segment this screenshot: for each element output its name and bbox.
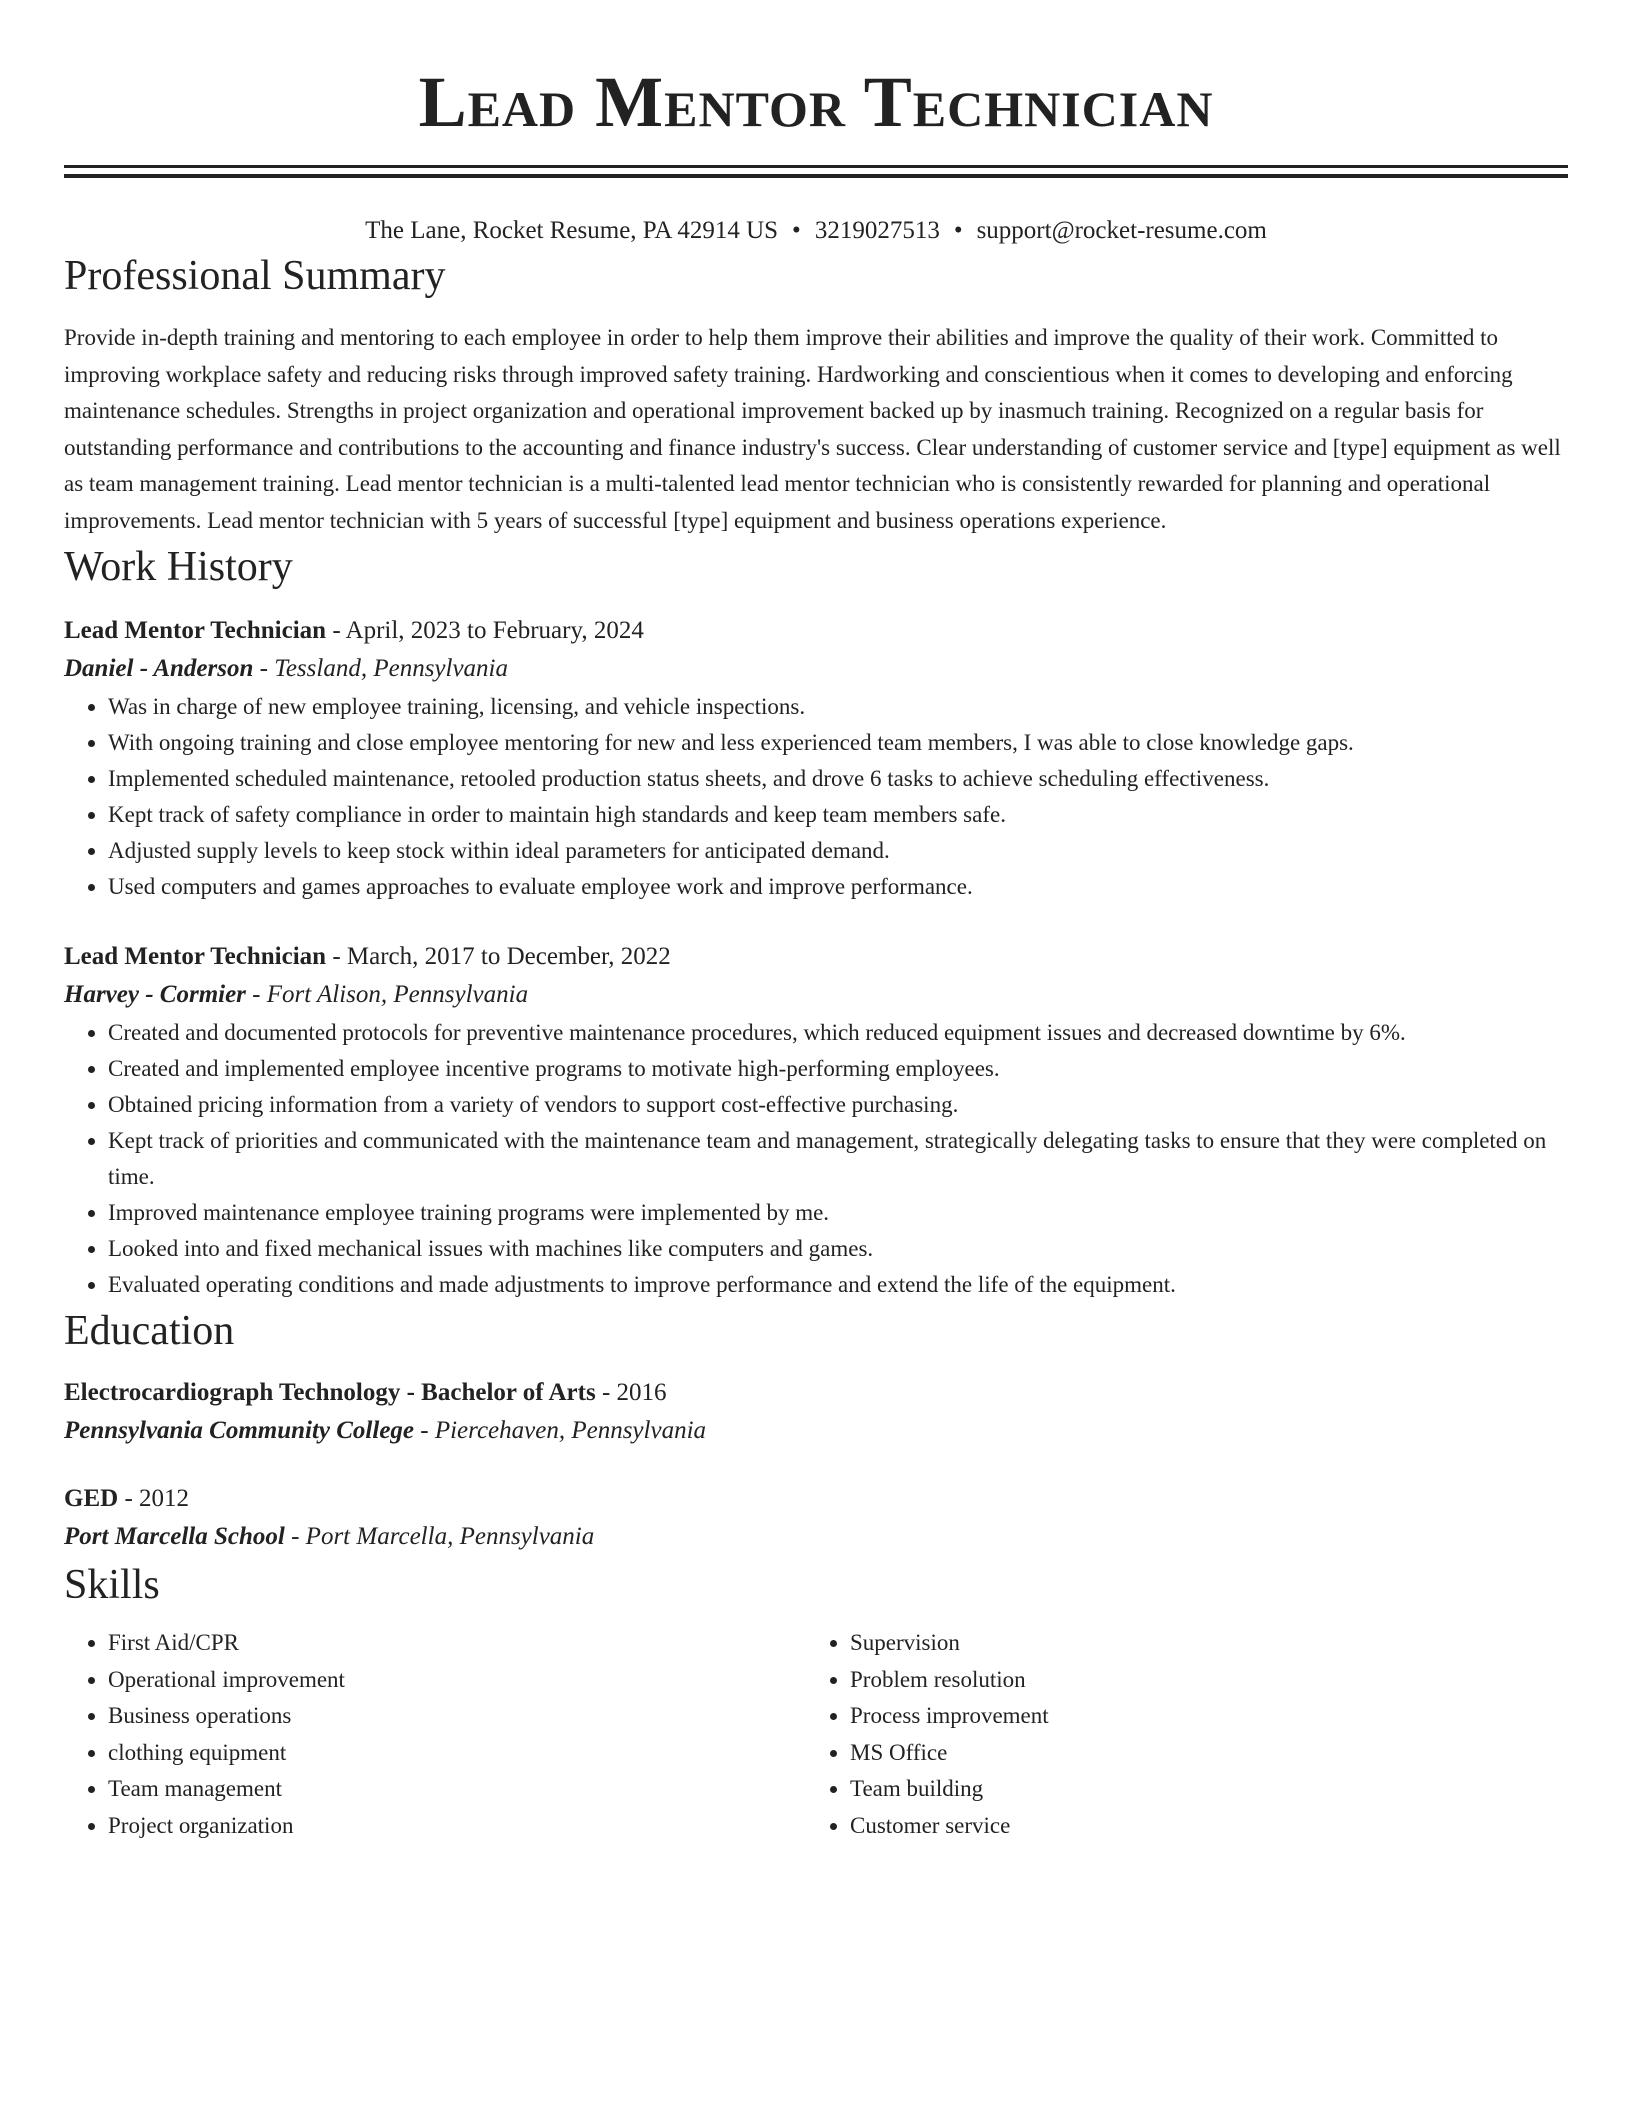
- list-item: • With ongoing training and close employee mentoring for new and less experienced team members, I was able to close knowledge gaps.: [108, 725, 1568, 761]
- job-duties-list: [64, 1015, 1568, 1303]
- skill-item: • Operational improvement: [108, 1662, 806, 1699]
- list-item: • Improved maintenance employee training programs were implemented by me.: [108, 1195, 1568, 1231]
- education-degree: Electrocardiograph Technology - Bachelor of Arts: [64, 1379, 596, 1406]
- job-employer-line: [64, 649, 1568, 689]
- skills-grid: [64, 1625, 1568, 1845]
- list-item: • Obtained pricing information from a variety of vendors to support cost-effective purchasing.: [108, 1087, 1568, 1123]
- education-heading: Education: [64, 1308, 235, 1354]
- skill-item: • Team building: [850, 1771, 1548, 1808]
- list-item: • Kept track of safety compliance in order to maintain high standards and keep team members safe.: [108, 797, 1568, 833]
- education-year: - 2012: [118, 1485, 190, 1512]
- job-title-line: [64, 939, 1568, 975]
- job-employer: Harvey - Cormier: [64, 981, 246, 1008]
- skill-item: • clothing equipment: [108, 1735, 806, 1772]
- job-entry: [64, 939, 1568, 1303]
- summary-heading: Professional Summary: [64, 253, 446, 299]
- skill-item: • Supervision: [850, 1625, 1548, 1662]
- header-rule-bottom: [64, 174, 1568, 178]
- job-dates: - March, 2017 to December, 2022: [326, 943, 671, 970]
- skill-item: • Team management: [108, 1771, 806, 1808]
- skill-item: • Business operations: [108, 1698, 806, 1735]
- list-item: • Used computers and games approaches to evaluate employee work and improve performance.: [108, 869, 1568, 905]
- work-history-heading: Work History: [64, 544, 293, 590]
- skill-item: • First Aid/CPR: [108, 1625, 806, 1662]
- contact-separator: •: [792, 217, 801, 244]
- job-dates: - April, 2023 to February, 2024: [326, 617, 644, 644]
- skills-list: [64, 1625, 806, 1845]
- contact-phone: 3219027513: [814, 217, 940, 244]
- job-employer-line: [64, 975, 1568, 1015]
- list-item: • Created and implemented employee incentive programs to motivate high-performing employees.: [108, 1051, 1568, 1087]
- education-entry: [64, 1375, 1568, 1451]
- skills-column-right: [806, 1625, 1548, 1845]
- list-item: • Created and documented protocols for preventive maintenance procedures, which reduced equipment issues and decreased downtime by 6%.: [108, 1015, 1568, 1051]
- skill-item: • MS Office: [850, 1735, 1548, 1772]
- education-degree-line: [64, 1375, 1568, 1411]
- job-location: - Fort Alison, Pennsylvania: [245, 981, 529, 1008]
- skills-list: [806, 1625, 1548, 1845]
- contact-email: support@rocket-resume.com: [976, 217, 1267, 244]
- list-item: • Kept track of priorities and communicated with the maintenance team and management, strategically delegating tasks to ensure that they were completed on time.: [108, 1123, 1568, 1195]
- header-rule-top: [64, 165, 1568, 168]
- list-item: • Evaluated operating conditions and made adjustments to improve performance and extend the life of the equipment.: [108, 1267, 1568, 1303]
- education-entry: [64, 1481, 1568, 1557]
- contact-address: The Lane, Rocket Resume, PA 42914 US: [365, 217, 779, 244]
- skill-item: • Project organization: [108, 1808, 806, 1845]
- job-position: Lead Mentor Technician: [64, 617, 327, 644]
- education-year: - 2016: [595, 1379, 667, 1406]
- job-duties-list: [64, 689, 1568, 905]
- job-entry: [64, 613, 1568, 905]
- skill-item: • Process improvement: [850, 1698, 1548, 1735]
- skill-item: • Problem resolution: [850, 1662, 1548, 1699]
- list-item: • Adjusted supply levels to keep stock within ideal parameters for anticipated demand.: [108, 833, 1568, 869]
- skill-item: • Customer service: [850, 1808, 1548, 1845]
- list-item: • Implemented scheduled maintenance, retooled production status sheets, and drove 6 tasks to achieve scheduling effectiveness.: [108, 761, 1568, 797]
- education-school: Port Marcella School: [64, 1523, 285, 1550]
- contact-line: [64, 214, 1568, 248]
- skills-column-left: [64, 1625, 806, 1845]
- education-location: - Port Marcella, Pennsylvania: [284, 1523, 595, 1550]
- candidate-name: Lead Mentor Technician: [418, 62, 1214, 142]
- education-school-line: [64, 1411, 1568, 1451]
- contact-separator: •: [953, 217, 963, 244]
- job-position: Lead Mentor Technician: [64, 943, 327, 970]
- job-title-line: [64, 613, 1568, 649]
- education-degree: GED: [64, 1485, 119, 1512]
- skills-heading: Skills: [64, 1562, 160, 1608]
- job-location: - Tessland, Pennsylvania: [253, 655, 509, 682]
- list-item: • Looked into and fixed mechanical issues with machines like computers and games.: [108, 1231, 1568, 1267]
- list-item: • Was in charge of new employee training, licensing, and vehicle inspections.: [108, 689, 1568, 725]
- education-degree-line: [64, 1481, 1568, 1517]
- job-employer: Daniel - Anderson: [64, 655, 254, 682]
- education-location: - Piercehaven, Pennsylvania: [414, 1417, 707, 1444]
- education-school: Pennsylvania Community College: [64, 1417, 415, 1444]
- summary-text: Provide in-depth training and mentoring to each employee in order to help them improve their abilities and improve the quality of their work. Committed to improving workplace safety and reducing risks through improved safety training. Hardworking and conscientious when it comes to developing and enforcing maintenance schedules. Strengths in project organization and operational improvement backed up by inasmuch training. Recognized on a regular basis for outstanding performance and contributions to the accounting and finance industry's success. Clear understanding of customer service and [type] equipment as well as team management training. Lead mentor technician is a multi-talented lead mentor technician who is consistently rewarded for planning and operational improvements. Lead mentor technician with 5 years of successful [type] equipment and business operations experience.: [64, 325, 1561, 533]
- education-school-line: [64, 1517, 1568, 1557]
